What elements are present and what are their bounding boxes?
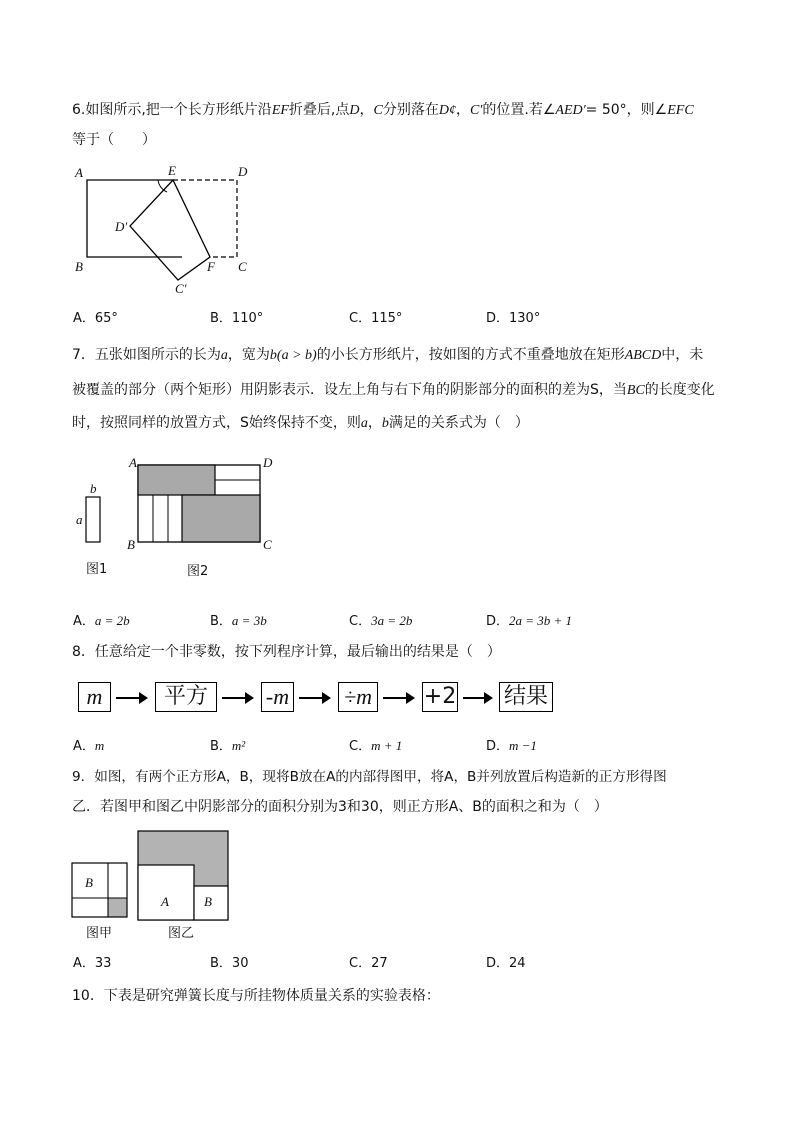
flow-box-m: m	[78, 682, 111, 712]
q8-option-d[interactable]: D．m −1	[486, 738, 537, 754]
q7-label-C: C	[263, 537, 272, 552]
q7-fig2-caption: 图2	[187, 564, 209, 579]
q9-label-B-jia: B	[85, 875, 93, 890]
q6-label-D: D	[238, 164, 248, 179]
q10-stem: 10．下表是研究弹簧长度与所挂物体质量关系的实验表格：	[72, 988, 440, 1004]
q7-stem-line1: 7．五张如图所示的长为a，宽为b(a > b)的小长方形纸片，按如图的方式不重叠地放在矩形ABCD中，未	[72, 347, 704, 363]
q6-label-E: E	[168, 163, 176, 178]
q9-option-d[interactable]: D．24	[486, 956, 526, 971]
q6-option-a[interactable]: A．65°	[73, 311, 118, 326]
flow-arrow-3	[299, 697, 329, 699]
q9-fig-yi-caption: 图乙	[168, 926, 195, 941]
q6-label-Dp: D′	[115, 219, 128, 234]
flow-box-minus-m: -m	[261, 682, 294, 712]
q7-stem-line2: 被覆盖的部分（两个矩形）用阴影表示．设左上角与右下角的阴影部分的面积的差为S，当BC的长度变化	[72, 382, 715, 398]
q9-stem-line1: 9．如图，有两个正方形A，B，现将B放在A的内部得图甲，将A，B并列放置后构造新的正方形得图	[72, 769, 667, 785]
q6-label-C: C	[238, 259, 247, 274]
flow-box-square: 平方	[155, 682, 217, 712]
q6-label-A: A	[75, 165, 83, 180]
flow-box-plus-2: +2	[422, 682, 458, 712]
q9-label-B-yi: B	[204, 894, 212, 909]
q7-label-A: A	[129, 455, 137, 470]
q9-fig-jia-caption: 图甲	[86, 926, 113, 941]
q9-label-A-yi: A	[161, 894, 169, 909]
q6-option-b[interactable]: B．110°	[210, 311, 264, 326]
q7-fig1-label-a: a	[76, 512, 83, 527]
flow-box-result: 结果	[499, 682, 553, 712]
flow-arrow-2	[222, 697, 252, 699]
q7-option-a[interactable]: A．a = 2b	[73, 613, 130, 629]
q9-option-a[interactable]: A．33	[73, 956, 112, 971]
q7-option-b[interactable]: B．a = 3b	[210, 613, 267, 629]
flow-arrow-1	[116, 697, 146, 699]
q8-stem: 8．任意给定一个非零数，按下列程序计算，最后输出的结果是（ ）	[72, 644, 501, 660]
q6-label-F: F	[207, 259, 215, 274]
q7-fig1-label-b: b	[90, 481, 97, 496]
q6-stem-line2: 等于（ ）	[72, 132, 156, 148]
q8-option-b[interactable]: B．m²	[210, 738, 246, 754]
q6-label-B: B	[75, 259, 83, 274]
q6-stem-line1: 6.如图所示,把一个长方形纸片沿EF折叠后,点D，C分别落在D¢，C′的位置.若∠AED′= 50°，则∠EFC	[72, 102, 694, 118]
q7-label-D: D	[263, 455, 273, 470]
q7-option-c[interactable]: C．3a = 2b	[349, 613, 413, 629]
q6-option-d[interactable]: D．130°	[486, 311, 541, 326]
q6-label-Cp: C′	[175, 281, 187, 296]
q9-figures	[70, 828, 240, 923]
q9-stem-line2: 乙．若图甲和图乙中阴影部分的面积分别为3和30，则正方形A、B的面积之和为（ ）	[72, 799, 608, 815]
q9-option-b[interactable]: B．30	[210, 956, 249, 971]
q7-label-B: B	[127, 537, 135, 552]
q7-option-d[interactable]: D．2a = 3b + 1	[486, 613, 573, 629]
q6-folding-figure	[70, 160, 270, 300]
flow-arrow-4	[383, 697, 413, 699]
q6-option-c[interactable]: C．115°	[349, 311, 403, 326]
q8-option-c[interactable]: C．m + 1	[349, 738, 403, 754]
q9-option-c[interactable]: C．27	[349, 956, 388, 971]
flow-box-divide-m: ÷m	[338, 682, 378, 712]
q7-stem-line3: 时，按照同样的放置方式，S始终保持不变，则a，b满足的关系式为（ ）	[72, 415, 529, 431]
q7-fig1-caption: 图1	[86, 562, 108, 577]
q8-option-a[interactable]: A．m	[73, 738, 105, 754]
flow-arrow-5	[463, 697, 491, 699]
